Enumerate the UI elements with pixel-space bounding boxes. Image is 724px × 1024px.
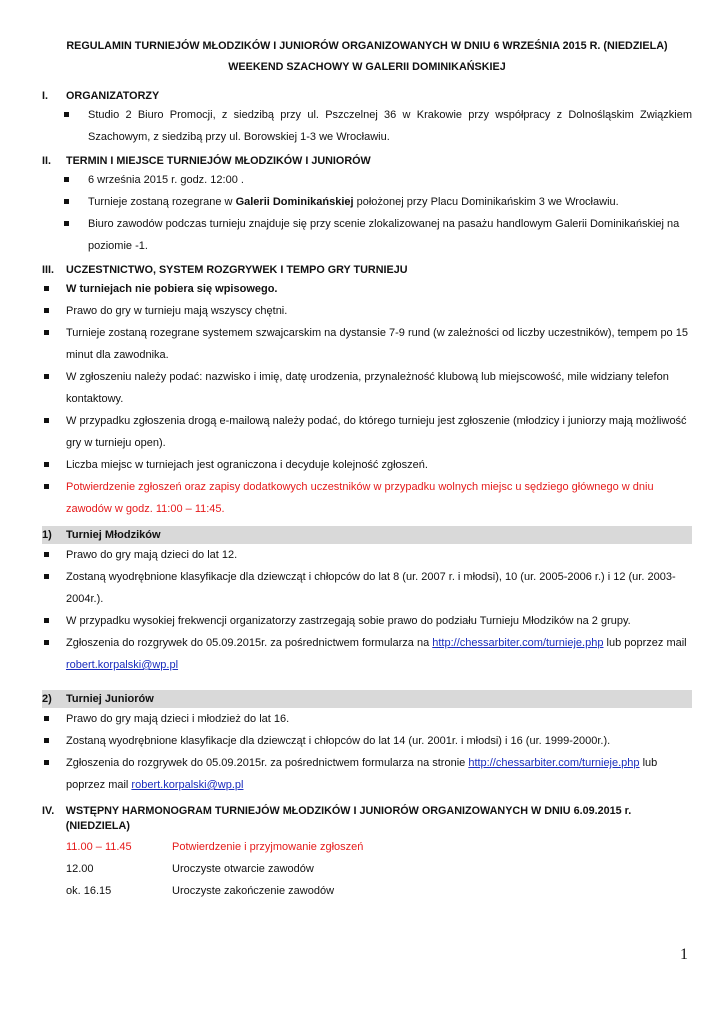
schedule-row bbox=[42, 880, 692, 902]
bullet-icon bbox=[42, 730, 66, 752]
subsection-heading-junior bbox=[42, 690, 692, 708]
bullet-icon bbox=[42, 476, 66, 520]
schedule-time: 11.00 – 11.45 bbox=[66, 841, 132, 853]
bullet-icon bbox=[42, 169, 88, 191]
list-item: W zgłoszeniu należy podać: nazwisko i imię, datę urodzenia, przynależność klubową lub miejscowość, mile widziany telefon kontaktowy. bbox=[42, 366, 692, 410]
section-title: WSTĘPNY HARMONOGRAM TURNIEJÓW MŁODZIKÓW I JUNIORÓW ORGANIZOWANYCH W DNIU 6.09.2015 r. (NIEDZIELA) bbox=[65, 805, 632, 832]
bullet-icon bbox=[42, 191, 88, 213]
section-heading-participation bbox=[42, 263, 692, 278]
subsection-title: Turniej Młodzików bbox=[66, 529, 161, 541]
bullet-icon bbox=[42, 104, 88, 148]
list-item bbox=[42, 476, 692, 520]
bullet-icon bbox=[42, 322, 66, 366]
bullet-icon bbox=[42, 566, 66, 610]
section-heading-schedule bbox=[42, 804, 692, 834]
schedule-row bbox=[42, 858, 692, 880]
organizers-list bbox=[42, 104, 692, 148]
bullet-icon bbox=[42, 610, 66, 632]
section-number: IV. bbox=[42, 805, 55, 817]
section-number: II. bbox=[42, 155, 51, 167]
list-item: Prawo do gry w turnieju mają wszyscy chętni. bbox=[42, 300, 692, 322]
list-item: Prawo do gry mają dzieci i młodzież do lat 16. bbox=[42, 708, 692, 730]
participation-list bbox=[42, 278, 692, 520]
email-link[interactable]: robert.korpalski@wp.pl bbox=[131, 779, 244, 791]
schedule-time: 12.00 bbox=[66, 863, 94, 875]
schedule-time: ok. 16.15 bbox=[66, 885, 112, 897]
section-title: TERMIN I MIEJSCE TURNIEJÓW MŁODZIKÓW I JUNIORÓW bbox=[66, 155, 371, 167]
date-place-list bbox=[42, 169, 692, 257]
list-item: Studio 2 Biuro Promocji, z siedzibą przy ul. Pszczelnej 36 w Krakowie przy współpracy z Dolnośląskim Związkiem Szachowym, z siedzibą przy ul. Borowskiej 1-3 we Wrocławiu. bbox=[42, 104, 692, 148]
section-number: I. bbox=[42, 90, 48, 102]
document-page bbox=[42, 30, 692, 902]
chessarbiter-link[interactable]: http://chessarbiter.com/turnieje.php bbox=[468, 757, 640, 769]
bullet-icon bbox=[42, 752, 66, 796]
list-item: Biuro zawodów podczas turnieju znajduje się przy scenie zlokalizowanej na pasażu handlowym Galerii Dominikańskiej na poziomie -1. bbox=[42, 213, 692, 257]
bullet-icon bbox=[42, 632, 66, 676]
section-number: III. bbox=[42, 264, 54, 276]
schedule-event: Uroczyste otwarcie zawodów bbox=[172, 863, 314, 875]
section-heading-date-place bbox=[42, 154, 692, 169]
bullet-icon bbox=[42, 213, 88, 257]
section-title: ORGANIZATORZY bbox=[66, 90, 160, 102]
list-item: W przypadku wysokiej frekwencji organizatorzy zastrzegają sobie prawo do podziału Turnieju Młodzików na 2 grupy. bbox=[42, 610, 692, 632]
schedule-event: Uroczyste zakończenie zawodów bbox=[172, 885, 335, 897]
list-item: 6 września 2015 r. godz. 12:00 . bbox=[42, 169, 692, 191]
list-item: Turnieje zostaną rozegrane w Galerii Dominikańskiej położonej przy Placu Dominikańskim 3 we Wrocławiu. bbox=[42, 191, 692, 213]
venue-name: Galerii Dominikańskiej bbox=[235, 196, 354, 208]
subsection-number: 2) bbox=[42, 693, 52, 705]
page-number: 1 bbox=[680, 946, 688, 963]
junior-list bbox=[42, 708, 692, 796]
list-item: Liczba miejsc w turniejach jest ograniczona i decyduje kolejność zgłoszeń. bbox=[42, 454, 692, 476]
email-link[interactable]: robert.korpalski@wp.pl bbox=[66, 659, 179, 671]
bullet-icon bbox=[42, 454, 66, 476]
list-item: W turniejach nie pobiera się wpisowego. bbox=[42, 278, 692, 300]
subsection-title: Turniej Juniorów bbox=[66, 693, 154, 705]
bullet-icon bbox=[42, 544, 66, 566]
chessarbiter-link[interactable]: http://chessarbiter.com/turnieje.php bbox=[432, 637, 604, 649]
list-item: W przypadku zgłoszenia drogą e-mailową należy podać, do którego turnieju jest zgłoszenie (młodzicy i juniorzy mają możliwość gry w turnieju open). bbox=[42, 410, 692, 454]
document-subtitle: WEEKEND SZACHOWY W GALERII DOMINIKAŃSKIEJ bbox=[228, 61, 506, 73]
bullet-icon bbox=[42, 278, 66, 300]
subsection-number: 1) bbox=[42, 529, 52, 541]
section-heading-organizers bbox=[42, 89, 692, 104]
list-item: Zgłoszenia do rozgrywek do 05.09.2015r. za pośrednictwem formularza na stronie http://chessarbiter.com/turnieje.php lub poprzez mail robert.korpalski@wp.pl bbox=[42, 752, 692, 796]
schedule-table bbox=[42, 836, 692, 902]
schedule-event: Potwierdzenie i przyjmowanie zgłoszeń bbox=[172, 841, 364, 853]
list-item: Turnieje zostaną rozegrane systemem szwajcarskim na dystansie 7-9 rund (w zależności od liczby uczestników), tempem po 15 minut dla zawodnika. bbox=[42, 322, 692, 366]
list-item: Zgłoszenia do rozgrywek do 05.09.2015r. za pośrednictwem formularza na http://chessarbiter.com/turnieje.php lub poprzez mail robert.korpalski@wp.pl bbox=[42, 632, 692, 676]
list-item: Zostaną wyodrębnione klasyfikacje dla dziewcząt i chłopców do lat 14 (ur. 2001r. i młodsi) i 16 (ur. 1999-2000r.). bbox=[42, 730, 692, 752]
schedule-row bbox=[42, 836, 692, 858]
youth-list bbox=[42, 544, 692, 676]
list-item: Zostaną wyodrębnione klasyfikacje dla dziewcząt i chłopców do lat 8 (ur. 2007 r. i młodsi), 10 (ur. 2005-2006 r.) i 12 (ur. 2003-2004r.). bbox=[42, 566, 692, 610]
list-item: Prawo do gry mają dzieci do lat 12. bbox=[42, 544, 692, 566]
confirmation-note: Potwierdzenie zgłoszeń oraz zapisy dodatkowych uczestników w przypadku wolnych miejsc u sędziego głównego w dniu zawodów w godz. 11:00 – 11:45. bbox=[66, 481, 654, 515]
bullet-icon bbox=[42, 366, 66, 410]
section-title: UCZESTNICTWO, SYSTEM ROZGRYWEK I TEMPO GRY TURNIEJU bbox=[66, 264, 408, 276]
bullet-icon bbox=[42, 708, 66, 730]
bullet-icon bbox=[42, 300, 66, 322]
subsection-heading-youth bbox=[42, 526, 692, 544]
bullet-icon bbox=[42, 410, 66, 454]
document-title: REGULAMIN TURNIEJÓW MŁODZIKÓW I JUNIORÓW ORGANIZOWANYCH W DNIU 6 WRZEŚNIA 2015 R. (NIEDZIELA) bbox=[66, 40, 668, 52]
